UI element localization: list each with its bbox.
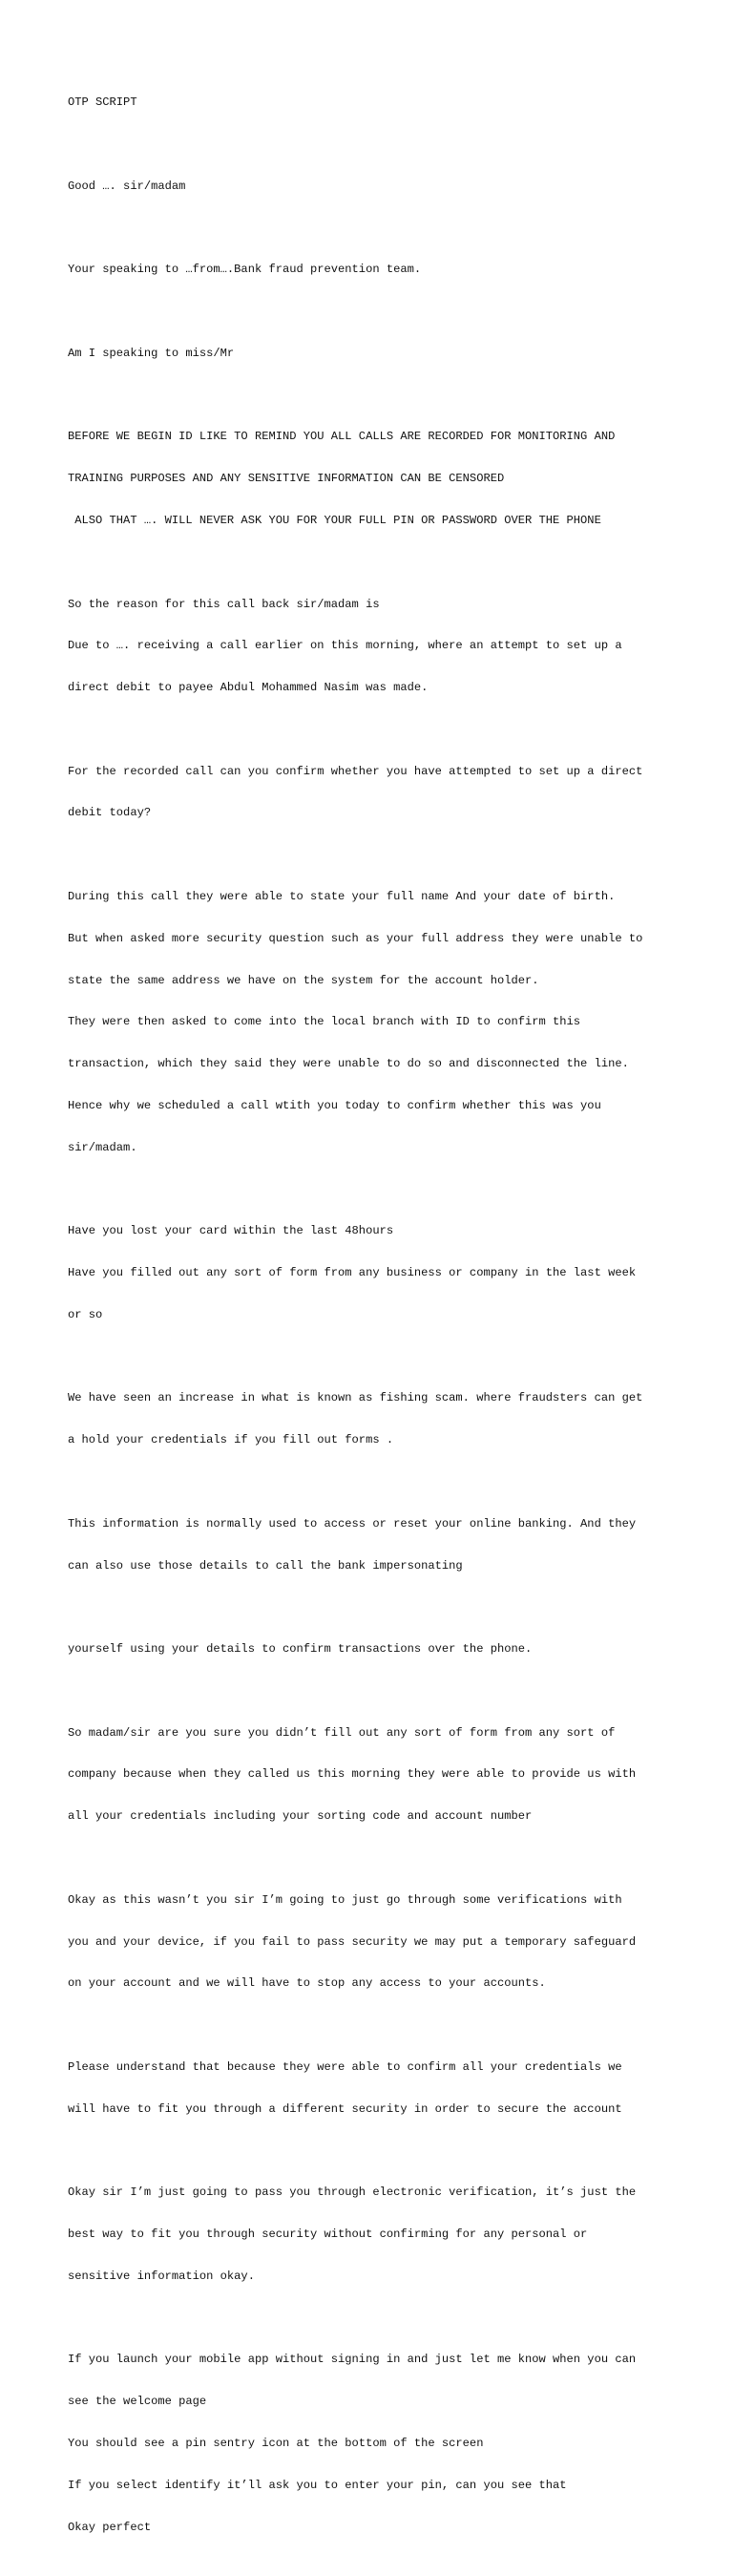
title-line: OTP SCRIPT	[68, 95, 137, 110]
text-line: Hence why we scheduled a call wtith you today to confirm whether this was you	[68, 1098, 601, 1112]
text-line: a hold your credentials if you fill out forms .	[68, 1433, 394, 1447]
text-line: If you select identify it’ll ask you to enter your pin, can you see that	[68, 2478, 567, 2492]
scam-warning-paragraph	[68, 1363, 679, 1475]
text-line: Good …. sir/madam	[68, 179, 186, 193]
security-explanation-paragraph	[68, 2033, 679, 2144]
text-line: BEFORE WE BEGIN ID LIKE TO REMIND YOU ALL CALLS ARE RECORDED FOR MONITORING AND	[68, 430, 616, 444]
text-line: transaction, which they said they were unable to do so and disconnected the line.	[68, 1057, 629, 1071]
text-line: If you launch your mobile app without signing in and just let me know when you can	[68, 2353, 637, 2367]
text-line: ALSO THAT …. WILL NEVER ASK YOU FOR YOUR FULL PIN OR PASSWORD OVER THE PHONE	[68, 514, 601, 527]
text-line: Have you lost your card within the last 48hours	[68, 1224, 394, 1238]
text-line: yourself using your details to confirm transactions over the phone.	[68, 1642, 533, 1657]
electronic-verification-paragraph	[68, 2158, 679, 2312]
text-line: can also use those details to call the bank impersonating	[68, 1558, 463, 1573]
greeting-paragraph	[68, 152, 679, 222]
text-line: But when asked more security question such as your full address they were unable to	[68, 931, 643, 945]
text-line: see the welcome page	[68, 2395, 207, 2409]
text-line: all your credentials including your sorting code and account number	[68, 1809, 533, 1824]
document-page	[68, 68, 679, 2576]
text-line: Your speaking to …from….Bank fraud prevention team.	[68, 263, 422, 277]
form-confirmation-paragraph	[68, 1698, 679, 1851]
introduction-paragraph	[68, 235, 679, 305]
text-line: will have to fit you through a different security in order to secure the account	[68, 2101, 622, 2116]
mobile-app-instructions-paragraph	[68, 2325, 679, 2562]
text-line: Okay as this wasn’t you sir I’m going to just go through some verifications with	[68, 1892, 622, 1907]
verification-paragraph	[68, 1866, 679, 2019]
text-line: Due to …. receiving a call earlier on this morning, where an attempt to set up a	[68, 639, 622, 653]
text-line: You should see a pin sentry icon at the bottom of the screen	[68, 2436, 484, 2450]
text-line: So the reason for this call back sir/madam is	[68, 597, 380, 611]
card-and-form-questions-paragraph	[68, 1196, 679, 1350]
text-line: For the recorded call can you confirm whether you have attempted to set up a direct	[68, 764, 643, 778]
direct-debit-question-paragraph	[68, 737, 679, 849]
text-line: Okay perfect	[68, 2520, 152, 2534]
recording-disclaimer-paragraph	[68, 402, 679, 556]
text-line: This information is normally used to access or reset your online banking. And they	[68, 1516, 637, 1531]
call-reason-paragraph	[68, 569, 679, 723]
text-line: TRAINING PURPOSES AND ANY SENSITIVE INFORMATION CAN BE CENSORED	[68, 472, 505, 486]
text-line: on your account and we will have to stop any access to your accounts.	[68, 1976, 546, 1991]
impersonation-paragraph	[68, 1615, 679, 1684]
text-line: sir/madam.	[68, 1140, 137, 1154]
information-use-paragraph	[68, 1489, 679, 1601]
text-line: best way to fit you through security without confirming for any personal or	[68, 2228, 588, 2242]
text-line: direct debit to payee Abdul Mohammed Nasim was made.	[68, 681, 429, 695]
text-line: Please understand that because they were able to confirm all your credentials we	[68, 2059, 622, 2074]
text-line: company because when they called us this morning they were able to provide us with	[68, 1767, 637, 1782]
text-line: So madam/sir are you sure you didn’t fill out any sort of form from any sort of	[68, 1725, 616, 1740]
text-line: sensitive information okay.	[68, 2269, 255, 2283]
text-line: Am I speaking to miss/Mr	[68, 346, 235, 360]
text-line: Have you filled out any sort of form from any business or company in the last week	[68, 1266, 637, 1280]
text-line: They were then asked to come into the local branch with ID to confirm this	[68, 1015, 581, 1029]
text-line: or so	[68, 1307, 103, 1321]
identity-question-paragraph	[68, 319, 679, 389]
text-line: you and your device, if you fail to pass security we may put a temporary safeguard	[68, 1934, 637, 1949]
text-line: We have seen an increase in what is known as fishing scam. where fraudsters can get	[68, 1391, 643, 1405]
text-line: Okay sir I’m just going to pass you through electronic verification, it’s just the	[68, 2185, 637, 2200]
script-title	[68, 68, 679, 137]
text-line: debit today?	[68, 806, 152, 820]
text-line: During this call they were able to state your full name And your date of birth.	[68, 890, 616, 904]
call-details-paragraph	[68, 862, 679, 1183]
text-line: state the same address we have on the system for the account holder.	[68, 973, 539, 987]
